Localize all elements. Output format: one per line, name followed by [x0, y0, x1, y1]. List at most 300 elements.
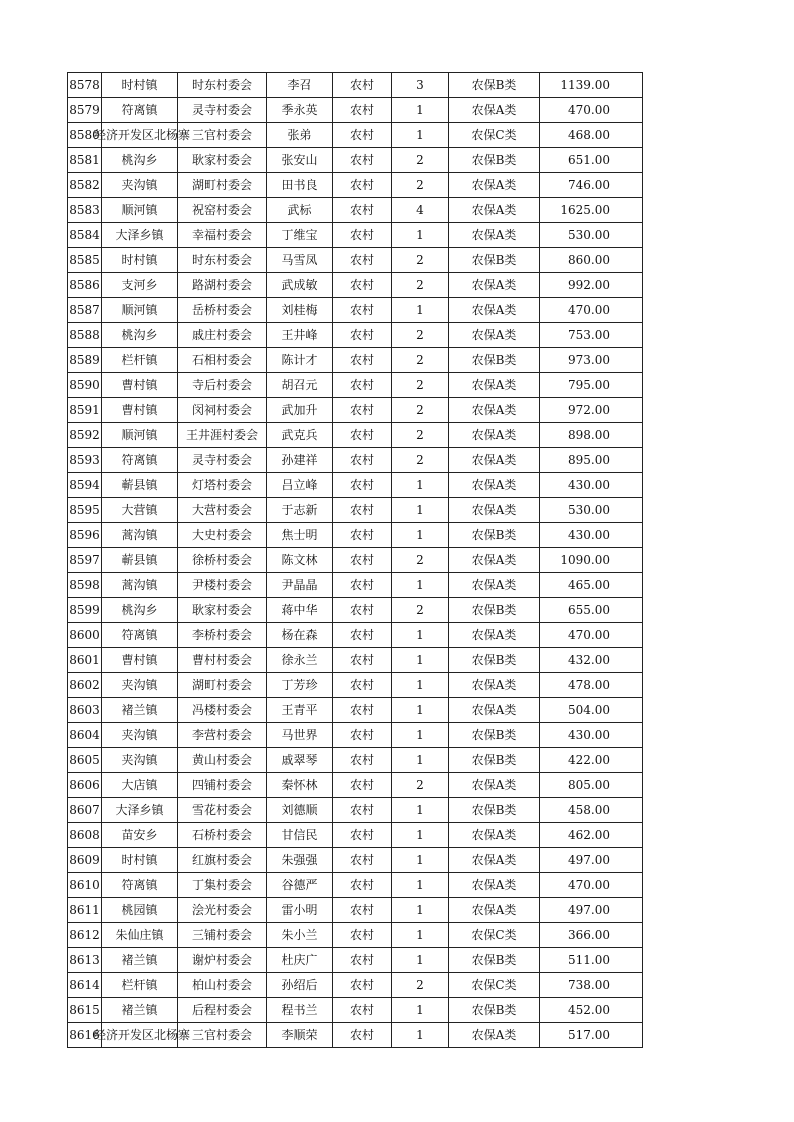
household-type-cell: 农村 — [333, 173, 392, 198]
person-name-cell: 武加升 — [267, 398, 333, 423]
amount-cell: 1090.00 — [540, 548, 643, 573]
record-number-cell: 8609 — [68, 848, 102, 873]
village-committee-cell: 红旗村委会 — [178, 848, 267, 873]
person-name-cell: 刘德顺 — [267, 798, 333, 823]
member-count-cell: 1 — [392, 123, 449, 148]
town-name-cell: 时村镇 — [102, 848, 178, 873]
table-row — [68, 148, 643, 173]
amount-cell: 530.00 — [540, 498, 643, 523]
person-name-cell: 陈文林 — [267, 548, 333, 573]
member-count-cell: 2 — [392, 348, 449, 373]
member-count-cell: 1 — [392, 98, 449, 123]
table-row — [68, 323, 643, 348]
person-name-cell: 朱小兰 — [267, 923, 333, 948]
table-row — [68, 648, 643, 673]
record-number-cell: 8585 — [68, 248, 102, 273]
amount-cell: 530.00 — [540, 223, 643, 248]
insurance-category-cell: 农保B类 — [449, 523, 540, 548]
town-name-cell: 符离镇 — [102, 448, 178, 473]
record-number-cell: 8601 — [68, 648, 102, 673]
town-name-cell: 桃沟乡 — [102, 323, 178, 348]
insurance-category-cell: 农保B类 — [449, 598, 540, 623]
household-type-cell: 农村 — [333, 923, 392, 948]
amount-cell: 1139.00 — [540, 73, 643, 98]
person-name-cell: 武克兵 — [267, 423, 333, 448]
village-committee-cell: 后程村委会 — [178, 998, 267, 1023]
member-count-cell: 2 — [392, 323, 449, 348]
member-count-cell: 1 — [392, 873, 449, 898]
table-row — [68, 123, 643, 148]
record-number-cell: 8582 — [68, 173, 102, 198]
household-type-cell: 农村 — [333, 598, 392, 623]
table-row — [68, 698, 643, 723]
insurance-category-cell: 农保A类 — [449, 773, 540, 798]
village-committee-cell: 石相村委会 — [178, 348, 267, 373]
village-committee-cell: 灯塔村委会 — [178, 473, 267, 498]
amount-cell: 1625.00 — [540, 198, 643, 223]
person-name-cell: 孙建祥 — [267, 448, 333, 473]
member-count-cell: 2 — [392, 773, 449, 798]
table-row — [68, 223, 643, 248]
household-type-cell: 农村 — [333, 73, 392, 98]
insurance-category-cell: 农保A类 — [449, 198, 540, 223]
village-committee-cell: 柏山村委会 — [178, 973, 267, 998]
record-number-cell: 8580 — [68, 123, 102, 148]
record-number-cell: 8579 — [68, 98, 102, 123]
household-type-cell: 农村 — [333, 198, 392, 223]
member-count-cell: 1 — [392, 648, 449, 673]
person-name-cell: 丁芳珍 — [267, 673, 333, 698]
village-committee-cell: 耿家村委会 — [178, 148, 267, 173]
household-type-cell: 农村 — [333, 398, 392, 423]
household-type-cell: 农村 — [333, 723, 392, 748]
member-count-cell: 2 — [392, 973, 449, 998]
village-committee-cell: 王井涯村委会 — [178, 423, 267, 448]
table-row — [68, 548, 643, 573]
insurance-category-cell: 农保B类 — [449, 723, 540, 748]
table-row — [68, 723, 643, 748]
village-committee-cell: 大史村委会 — [178, 523, 267, 548]
person-name-cell: 戚翠琴 — [267, 748, 333, 773]
table-row — [68, 873, 643, 898]
member-count-cell: 1 — [392, 573, 449, 598]
table-row — [68, 598, 643, 623]
village-committee-cell: 岳桥村委会 — [178, 298, 267, 323]
table-row — [68, 373, 643, 398]
village-committee-cell: 黄山村委会 — [178, 748, 267, 773]
insurance-category-cell: 农保B类 — [449, 648, 540, 673]
amount-cell: 468.00 — [540, 123, 643, 148]
household-type-cell: 农村 — [333, 323, 392, 348]
member-count-cell: 1 — [392, 848, 449, 873]
person-name-cell: 吕立峰 — [267, 473, 333, 498]
town-name-cell: 苗安乡 — [102, 823, 178, 848]
member-count-cell: 2 — [392, 398, 449, 423]
village-committee-cell: 尹楼村委会 — [178, 573, 267, 598]
town-name-cell: 大泽乡镇 — [102, 223, 178, 248]
table-row — [68, 423, 643, 448]
member-count-cell: 2 — [392, 423, 449, 448]
member-count-cell: 1 — [392, 1023, 449, 1048]
table-row — [68, 173, 643, 198]
record-number-cell: 8597 — [68, 548, 102, 573]
village-committee-cell: 闵祠村委会 — [178, 398, 267, 423]
town-name-cell: 大店镇 — [102, 773, 178, 798]
town-name-cell: 曹村镇 — [102, 373, 178, 398]
town-name-cell: 曹村镇 — [102, 648, 178, 673]
amount-cell: 651.00 — [540, 148, 643, 173]
town-name-cell: 朱仙庄镇 — [102, 923, 178, 948]
amount-cell: 738.00 — [540, 973, 643, 998]
town-name-cell: 符离镇 — [102, 873, 178, 898]
household-type-cell: 农村 — [333, 948, 392, 973]
town-name-cell: 符离镇 — [102, 98, 178, 123]
member-count-cell: 2 — [392, 248, 449, 273]
town-name-cell: 时村镇 — [102, 73, 178, 98]
person-name-cell: 马雪凤 — [267, 248, 333, 273]
member-count-cell: 1 — [392, 898, 449, 923]
person-name-cell: 武标 — [267, 198, 333, 223]
household-type-cell: 农村 — [333, 573, 392, 598]
town-name-cell: 蒿沟镇 — [102, 523, 178, 548]
village-committee-cell: 丁集村委会 — [178, 873, 267, 898]
village-committee-cell: 三官村委会 — [178, 1023, 267, 1048]
household-type-cell: 农村 — [333, 623, 392, 648]
record-number-cell: 8605 — [68, 748, 102, 773]
record-number-cell: 8594 — [68, 473, 102, 498]
amount-cell: 795.00 — [540, 373, 643, 398]
record-number-cell: 8596 — [68, 523, 102, 548]
village-committee-cell: 曹村村委会 — [178, 648, 267, 673]
household-type-cell: 农村 — [333, 373, 392, 398]
amount-cell: 470.00 — [540, 623, 643, 648]
record-number-cell: 8592 — [68, 423, 102, 448]
village-committee-cell: 三官村委会 — [178, 123, 267, 148]
household-type-cell: 农村 — [333, 473, 392, 498]
record-number-cell: 8602 — [68, 673, 102, 698]
household-type-cell: 农村 — [333, 698, 392, 723]
amount-cell: 458.00 — [540, 798, 643, 823]
record-number-cell: 8595 — [68, 498, 102, 523]
household-type-cell: 农村 — [333, 248, 392, 273]
town-name-cell: 蒿沟镇 — [102, 573, 178, 598]
amount-cell: 465.00 — [540, 573, 643, 598]
record-number-cell: 8593 — [68, 448, 102, 473]
town-name-cell: 顺河镇 — [102, 298, 178, 323]
table-row — [68, 523, 643, 548]
insurance-category-cell: 农保A类 — [449, 848, 540, 873]
household-type-cell: 农村 — [333, 548, 392, 573]
member-count-cell: 1 — [392, 948, 449, 973]
insurance-category-cell: 农保B类 — [449, 748, 540, 773]
village-committee-cell: 灵寺村委会 — [178, 98, 267, 123]
table-row — [68, 248, 643, 273]
table-row — [68, 848, 643, 873]
insurance-category-cell: 农保A类 — [449, 448, 540, 473]
household-type-cell: 农村 — [333, 648, 392, 673]
person-name-cell: 程书兰 — [267, 998, 333, 1023]
town-name-cell: 曹村镇 — [102, 398, 178, 423]
household-type-cell: 农村 — [333, 673, 392, 698]
village-committee-cell: 冯楼村委会 — [178, 698, 267, 723]
record-number-cell: 8606 — [68, 773, 102, 798]
member-count-cell: 1 — [392, 698, 449, 723]
town-name-cell: 夹沟镇 — [102, 748, 178, 773]
town-name-cell: 蕲县镇 — [102, 473, 178, 498]
person-name-cell: 马世界 — [267, 723, 333, 748]
household-type-cell: 农村 — [333, 748, 392, 773]
member-count-cell: 2 — [392, 173, 449, 198]
insurance-category-cell: 农保A类 — [449, 573, 540, 598]
amount-cell: 470.00 — [540, 98, 643, 123]
amount-cell: 517.00 — [540, 1023, 643, 1048]
village-committee-cell: 湖町村委会 — [178, 673, 267, 698]
record-number-cell: 8587 — [68, 298, 102, 323]
member-count-cell: 1 — [392, 523, 449, 548]
household-type-cell: 农村 — [333, 148, 392, 173]
village-committee-cell: 祝窑村委会 — [178, 198, 267, 223]
amount-cell: 992.00 — [540, 273, 643, 298]
record-number-cell: 8607 — [68, 798, 102, 823]
table-row — [68, 573, 643, 598]
insurance-category-cell: 农保A类 — [449, 498, 540, 523]
household-type-cell: 农村 — [333, 898, 392, 923]
insurance-category-cell: 农保A类 — [449, 548, 540, 573]
town-name-cell: 顺河镇 — [102, 198, 178, 223]
insurance-category-cell: 农保A类 — [449, 298, 540, 323]
amount-cell: 511.00 — [540, 948, 643, 973]
insurance-category-cell: 农保A类 — [449, 98, 540, 123]
record-number-cell: 8588 — [68, 323, 102, 348]
table-row — [68, 348, 643, 373]
town-name-cell: 栏杆镇 — [102, 348, 178, 373]
town-name-cell: 桃沟乡 — [102, 148, 178, 173]
amount-cell: 432.00 — [540, 648, 643, 673]
record-number-cell: 8608 — [68, 823, 102, 848]
table-row — [68, 948, 643, 973]
household-type-cell: 农村 — [333, 223, 392, 248]
records-table — [67, 72, 643, 1048]
village-committee-cell: 石桥村委会 — [178, 823, 267, 848]
town-name-cell: 夹沟镇 — [102, 673, 178, 698]
member-count-cell: 1 — [392, 673, 449, 698]
person-name-cell: 杜庆广 — [267, 948, 333, 973]
member-count-cell: 2 — [392, 598, 449, 623]
town-name-cell: 蕲县镇 — [102, 548, 178, 573]
record-number-cell: 8599 — [68, 598, 102, 623]
amount-cell: 655.00 — [540, 598, 643, 623]
member-count-cell: 1 — [392, 998, 449, 1023]
amount-cell: 430.00 — [540, 723, 643, 748]
amount-cell: 753.00 — [540, 323, 643, 348]
household-type-cell: 农村 — [333, 123, 392, 148]
insurance-category-cell: 农保B类 — [449, 148, 540, 173]
person-name-cell: 蒋中华 — [267, 598, 333, 623]
insurance-category-cell: 农保B类 — [449, 948, 540, 973]
town-name-cell: 支河乡 — [102, 273, 178, 298]
household-type-cell: 农村 — [333, 873, 392, 898]
amount-cell: 366.00 — [540, 923, 643, 948]
insurance-category-cell: 农保A类 — [449, 698, 540, 723]
household-type-cell: 农村 — [333, 423, 392, 448]
record-number-cell: 8613 — [68, 948, 102, 973]
member-count-cell: 1 — [392, 923, 449, 948]
member-count-cell: 2 — [392, 448, 449, 473]
member-count-cell: 2 — [392, 273, 449, 298]
village-committee-cell: 灵寺村委会 — [178, 448, 267, 473]
amount-cell: 470.00 — [540, 298, 643, 323]
insurance-category-cell: 农保B类 — [449, 248, 540, 273]
village-committee-cell: 四铺村委会 — [178, 773, 267, 798]
table-row — [68, 798, 643, 823]
record-number-cell: 8611 — [68, 898, 102, 923]
insurance-category-cell: 农保A类 — [449, 898, 540, 923]
member-count-cell: 1 — [392, 498, 449, 523]
person-name-cell: 丁维宝 — [267, 223, 333, 248]
household-type-cell: 农村 — [333, 98, 392, 123]
person-name-cell: 李召 — [267, 73, 333, 98]
member-count-cell: 1 — [392, 748, 449, 773]
person-name-cell: 胡召元 — [267, 373, 333, 398]
village-committee-cell: 湖町村委会 — [178, 173, 267, 198]
insurance-category-cell: 农保B类 — [449, 73, 540, 98]
person-name-cell: 于志新 — [267, 498, 333, 523]
town-name-cell: 符离镇 — [102, 623, 178, 648]
table-row — [68, 273, 643, 298]
member-count-cell: 3 — [392, 73, 449, 98]
record-number-cell: 8612 — [68, 923, 102, 948]
record-number-cell: 8584 — [68, 223, 102, 248]
table-row — [68, 973, 643, 998]
amount-cell: 430.00 — [540, 473, 643, 498]
insurance-category-cell: 农保A类 — [449, 323, 540, 348]
amount-cell: 497.00 — [540, 848, 643, 873]
household-type-cell: 农村 — [333, 1023, 392, 1048]
record-number-cell: 8600 — [68, 623, 102, 648]
amount-cell: 452.00 — [540, 998, 643, 1023]
insurance-category-cell: 农保A类 — [449, 373, 540, 398]
person-name-cell: 甘信民 — [267, 823, 333, 848]
household-type-cell: 农村 — [333, 273, 392, 298]
household-type-cell: 农村 — [333, 298, 392, 323]
town-name-cell: 栏杆镇 — [102, 973, 178, 998]
person-name-cell: 徐永兰 — [267, 648, 333, 673]
record-number-cell: 8586 — [68, 273, 102, 298]
village-committee-cell: 徐桥村委会 — [178, 548, 267, 573]
table-row — [68, 198, 643, 223]
insurance-category-cell: 农保B类 — [449, 998, 540, 1023]
person-name-cell: 孙绍后 — [267, 973, 333, 998]
town-name-cell: 经济开发区北杨寨 — [102, 1023, 178, 1048]
record-number-cell: 8589 — [68, 348, 102, 373]
person-name-cell: 王青平 — [267, 698, 333, 723]
table-row — [68, 298, 643, 323]
table-row — [68, 623, 643, 648]
record-number-cell: 8590 — [68, 373, 102, 398]
amount-cell: 746.00 — [540, 173, 643, 198]
insurance-category-cell: 农保A类 — [449, 398, 540, 423]
household-type-cell: 农村 — [333, 798, 392, 823]
village-committee-cell: 李桥村委会 — [178, 623, 267, 648]
amount-cell: 898.00 — [540, 423, 643, 448]
household-type-cell: 农村 — [333, 823, 392, 848]
record-number-cell: 8616 — [68, 1023, 102, 1048]
town-name-cell: 桃沟乡 — [102, 598, 178, 623]
town-name-cell: 褚兰镇 — [102, 698, 178, 723]
record-number-cell: 8615 — [68, 998, 102, 1023]
member-count-cell: 2 — [392, 148, 449, 173]
household-type-cell: 农村 — [333, 773, 392, 798]
insurance-category-cell: 农保A类 — [449, 273, 540, 298]
person-name-cell: 朱强强 — [267, 848, 333, 873]
amount-cell: 430.00 — [540, 523, 643, 548]
record-number-cell: 8591 — [68, 398, 102, 423]
table-row — [68, 1023, 643, 1048]
insurance-category-cell: 农保A类 — [449, 623, 540, 648]
member-count-cell: 1 — [392, 623, 449, 648]
insurance-category-cell: 农保C类 — [449, 923, 540, 948]
record-number-cell: 8581 — [68, 148, 102, 173]
person-name-cell: 王井峰 — [267, 323, 333, 348]
amount-cell: 422.00 — [540, 748, 643, 773]
village-committee-cell: 三铺村委会 — [178, 923, 267, 948]
member-count-cell: 4 — [392, 198, 449, 223]
household-type-cell: 农村 — [333, 498, 392, 523]
village-committee-cell: 路湖村委会 — [178, 273, 267, 298]
village-committee-cell: 谢炉村委会 — [178, 948, 267, 973]
member-count-cell: 1 — [392, 723, 449, 748]
table-row — [68, 673, 643, 698]
record-number-cell: 8598 — [68, 573, 102, 598]
record-number-cell: 8610 — [68, 873, 102, 898]
table-row — [68, 823, 643, 848]
household-type-cell: 农村 — [333, 998, 392, 1023]
person-name-cell: 张弟 — [267, 123, 333, 148]
member-count-cell: 1 — [392, 798, 449, 823]
village-committee-cell: 耿家村委会 — [178, 598, 267, 623]
person-name-cell: 秦怀林 — [267, 773, 333, 798]
town-name-cell: 桃园镇 — [102, 898, 178, 923]
member-count-cell: 1 — [392, 223, 449, 248]
insurance-category-cell: 农保A类 — [449, 173, 540, 198]
table-row — [68, 398, 643, 423]
village-committee-cell: 雪花村委会 — [178, 798, 267, 823]
town-name-cell: 时村镇 — [102, 248, 178, 273]
record-number-cell: 8614 — [68, 973, 102, 998]
person-name-cell: 谷德严 — [267, 873, 333, 898]
amount-cell: 504.00 — [540, 698, 643, 723]
member-count-cell: 2 — [392, 548, 449, 573]
insurance-category-cell: 农保A类 — [449, 873, 540, 898]
table-row — [68, 448, 643, 473]
household-type-cell: 农村 — [333, 973, 392, 998]
table-row — [68, 773, 643, 798]
person-name-cell: 张安山 — [267, 148, 333, 173]
member-count-cell: 1 — [392, 823, 449, 848]
village-committee-cell: 李营村委会 — [178, 723, 267, 748]
member-count-cell: 2 — [392, 373, 449, 398]
amount-cell: 462.00 — [540, 823, 643, 848]
village-committee-cell: 寺后村委会 — [178, 373, 267, 398]
town-name-cell: 夹沟镇 — [102, 173, 178, 198]
amount-cell: 895.00 — [540, 448, 643, 473]
town-name-cell: 大营镇 — [102, 498, 178, 523]
insurance-category-cell: 农保B类 — [449, 348, 540, 373]
insurance-category-cell: 农保A类 — [449, 1023, 540, 1048]
person-name-cell: 李顺荣 — [267, 1023, 333, 1048]
insurance-category-cell: 农保A类 — [449, 423, 540, 448]
amount-cell: 805.00 — [540, 773, 643, 798]
